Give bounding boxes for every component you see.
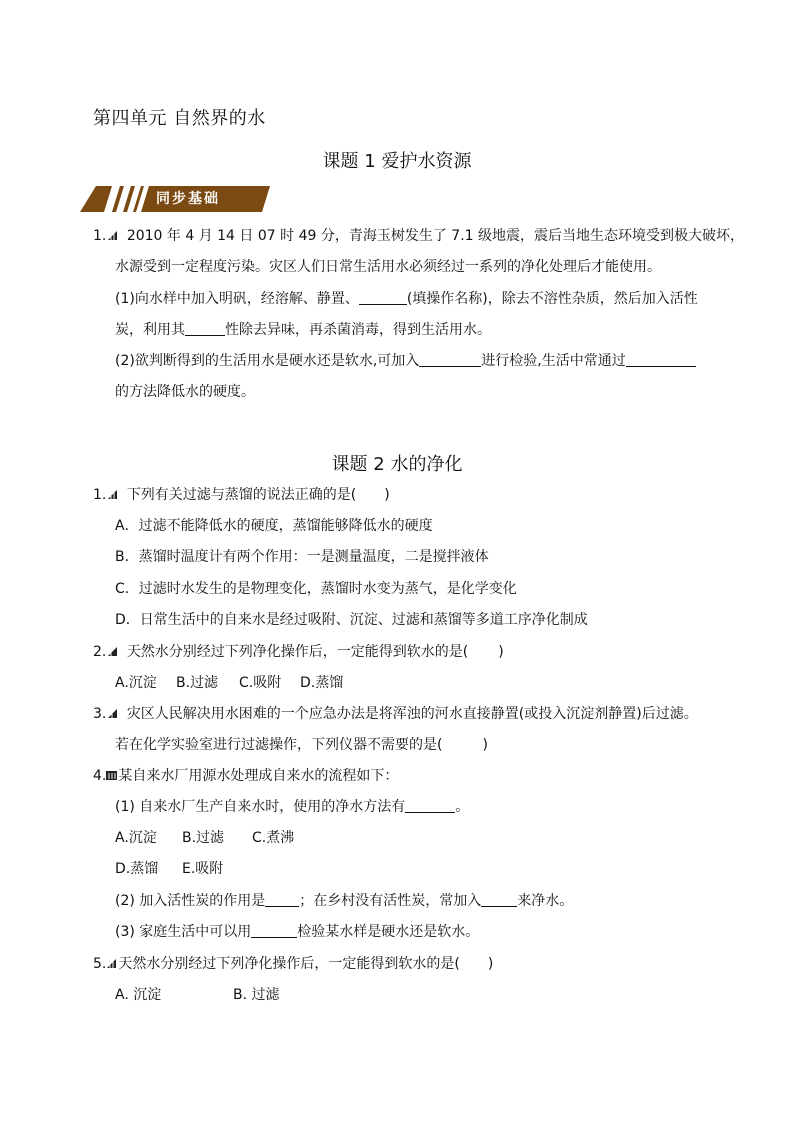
- option-b[interactable]: B.过滤: [176, 675, 219, 691]
- option-b[interactable]: B．蒸馏时温度计有两个作用：一是测量温度，二是搅拌液体: [115, 549, 489, 565]
- lesson1-q1-part2: [115, 351, 696, 371]
- lesson2-q1-stem: [93, 485, 390, 505]
- question-text: 2010 年 4 月 14 日 07 时 49 分，青海玉树发生了 7.1 级地震，震后当地生态环境受到极大破坏，: [126, 228, 745, 244]
- option-a[interactable]: A.沉淀: [115, 675, 157, 691]
- lesson2-q4-stem: [93, 766, 398, 786]
- lesson2-q5-options: [115, 985, 280, 1005]
- text: (1)向水样中加入明矾，经溶解、静置、: [115, 291, 359, 307]
- unit-title: 第四单元 自然界的水: [93, 108, 266, 129]
- question-text: 若在化学实验室进行过滤操作，下列仪器不需要的是(: [115, 737, 443, 753]
- option-c[interactable]: C.吸附: [239, 675, 282, 691]
- section-banner-label: 同步基础: [156, 191, 220, 207]
- answer-blank[interactable]: [265, 892, 299, 907]
- difficulty-icon: [106, 958, 117, 969]
- answer-blank[interactable]: [359, 290, 407, 305]
- lesson2-q4-options-row1: [115, 828, 294, 848]
- text: 。: [455, 799, 470, 815]
- text: ): [487, 956, 494, 972]
- lesson2-q2-stem: [93, 642, 504, 662]
- difficulty-icon: [107, 489, 118, 500]
- lesson2-q4-sub3: [115, 922, 479, 942]
- lesson-1-title: 课题 1 爱护水资源: [322, 151, 472, 172]
- option-b[interactable]: B. 过滤: [233, 987, 280, 1003]
- lesson2-q4-sub2: [115, 891, 573, 911]
- lesson-2-title: 课题 2 水的净化: [331, 454, 463, 475]
- question-number: 5.: [93, 956, 107, 972]
- answer-blank[interactable]: [419, 352, 481, 367]
- difficulty-icon: [106, 770, 117, 781]
- question-number: 2.: [93, 644, 107, 660]
- text: 来净水。: [517, 893, 574, 909]
- option-c[interactable]: C.煮沸: [252, 830, 295, 846]
- option-a[interactable]: A. 沉淀: [115, 987, 162, 1003]
- text: (3) 家庭生活中可以用: [115, 924, 252, 940]
- difficulty-icon: [107, 708, 118, 719]
- text: ): [482, 737, 488, 753]
- text: (2) 加入活性炭的作用是: [115, 893, 266, 909]
- answer-blank[interactable]: [481, 892, 517, 907]
- lesson1-q1-part1-cont: [115, 320, 491, 340]
- option-d[interactable]: D.蒸馏: [115, 861, 159, 877]
- question-number: 3.: [93, 706, 107, 722]
- text: (1) 自来水厂生产自来水时，使用的净水方法有: [115, 799, 406, 815]
- text: 性除去异味，再杀菌消毒，得到生活用水。: [225, 322, 491, 338]
- lesson2-q5-stem: [93, 954, 493, 974]
- lesson1-q1-line2: 水源受到一定程度污染。灾区人们日常生活用水必须经过一系列的净化处理后才能使用。: [115, 259, 661, 275]
- section-banner: [80, 186, 270, 212]
- lesson2-q3-line1: [93, 704, 698, 724]
- lesson1-q1-part1: [115, 289, 698, 309]
- lesson2-q2-options: [115, 673, 343, 693]
- lesson2-q4-sub1: [115, 797, 469, 817]
- text: ；在乡村没有活性炭，常加入: [299, 893, 482, 909]
- answer-blank[interactable]: [185, 321, 225, 336]
- lesson2-q3-line2: [115, 735, 488, 755]
- option-e[interactable]: E.吸附: [182, 861, 224, 877]
- lesson2-q4-options-row2: [115, 859, 223, 879]
- question-text: 灾区人民解决用水困难的一个应急办法是将浑浊的河水直接静置(或投入沉淀剂静置)后过滤。: [126, 706, 698, 722]
- question-number: 1.: [93, 228, 107, 244]
- question-text: 天然水分别经过下列净化操作后，一定能得到软水的是(: [118, 956, 460, 972]
- text: 进行检验,生活中常通过: [481, 353, 626, 369]
- text: ): [498, 644, 504, 660]
- text: (填操作名称)，除去不溶性杂质，然后加入活性: [406, 291, 698, 307]
- option-d[interactable]: D．日常生活中的自来水是经过吸附、沉淀、过滤和蒸馏等多道工序净化制成: [115, 612, 588, 628]
- question-number: 4.: [93, 768, 107, 784]
- option-b[interactable]: B.过滤: [182, 830, 225, 846]
- lesson1-q1-line1: [93, 226, 744, 246]
- text: (2)欲判断得到的生活用水是硬水还是软水,可加入: [115, 353, 420, 369]
- text: ): [384, 487, 390, 503]
- option-d[interactable]: D.蒸馏: [300, 675, 344, 691]
- option-a[interactable]: A.沉淀: [115, 830, 157, 846]
- text: 炭，利用其: [115, 322, 185, 338]
- question-text: 某自来水厂用源水处理成自来水的流程如下：: [118, 768, 399, 784]
- difficulty-icon: [107, 646, 118, 657]
- answer-blank[interactable]: [251, 923, 297, 938]
- difficulty-icon: [107, 230, 118, 241]
- question-text: 下列有关过滤与蒸馏的说法正确的是(: [126, 487, 357, 503]
- option-c[interactable]: C．过滤时水发生的是物理变化，蒸馏时水变为蒸气，是化学变化: [115, 581, 517, 597]
- question-number: 1.: [93, 487, 107, 503]
- text: 检验某水样是硬水还是软水。: [297, 924, 480, 940]
- option-a[interactable]: A．过滤不能降低水的硬度，蒸馏能够降低水的硬度: [115, 518, 433, 534]
- question-text: 天然水分别经过下列净化操作后，一定能得到软水的是(: [126, 644, 469, 660]
- lesson1-q1-part2-cont: 的方法降低水的硬度。: [115, 384, 255, 400]
- answer-blank[interactable]: [405, 798, 455, 813]
- answer-blank[interactable]: [626, 352, 696, 367]
